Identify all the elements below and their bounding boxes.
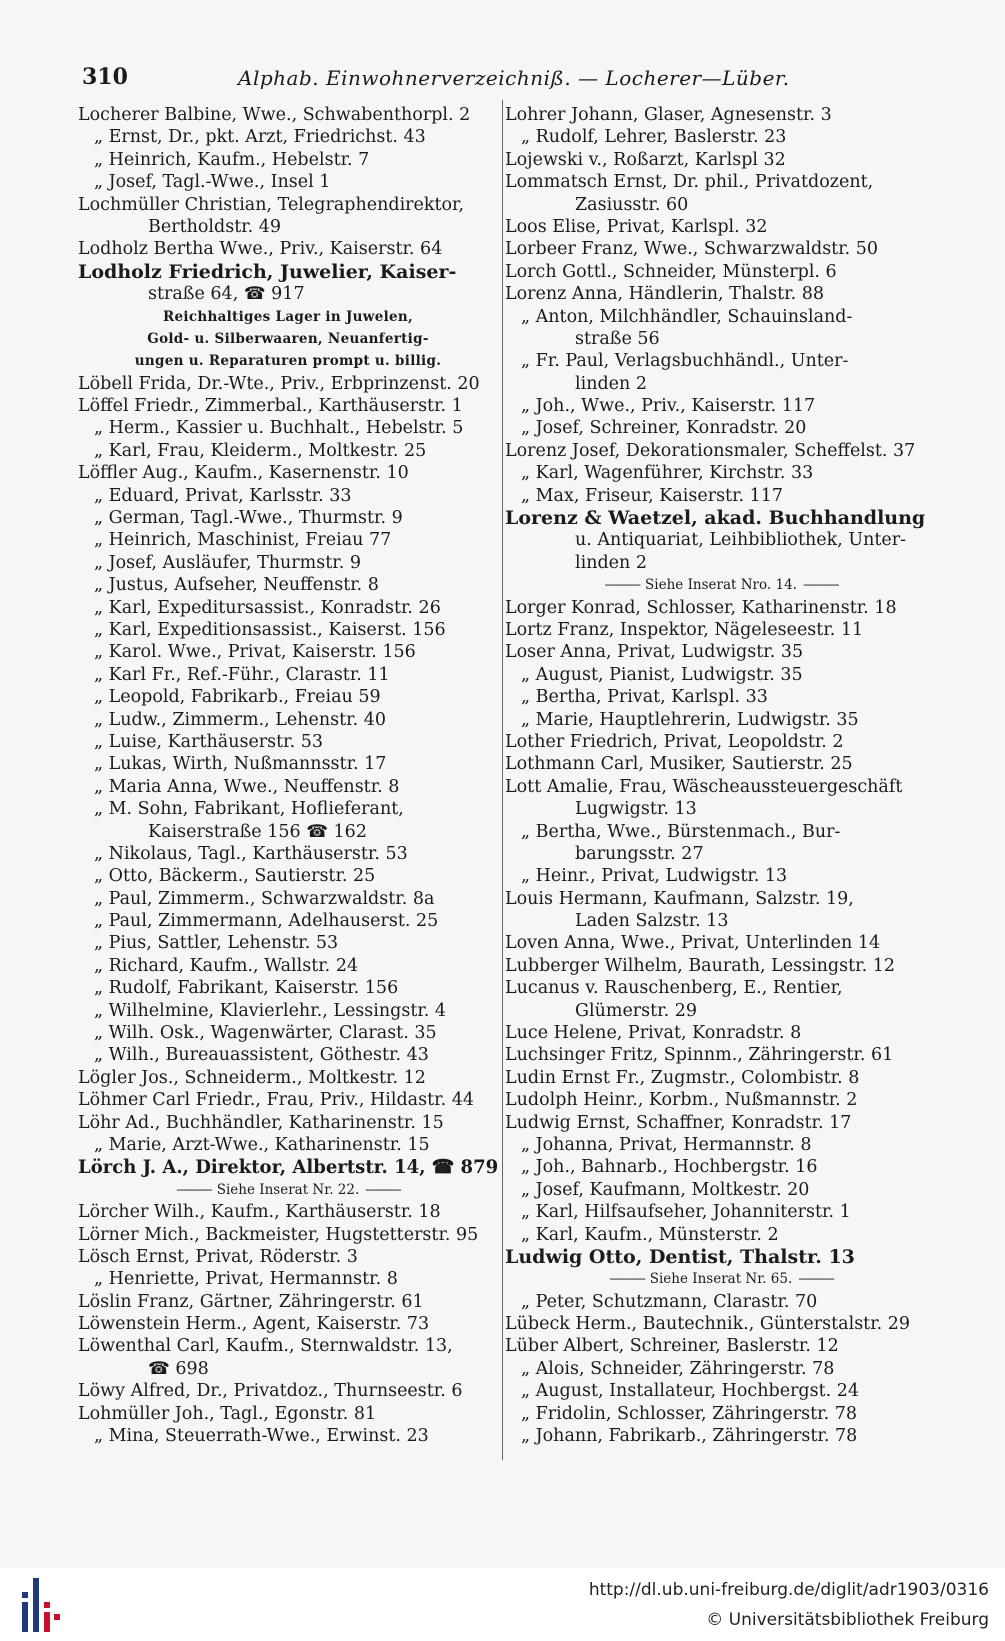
directory-entry: „ Karl, Hilfsaufseher, Johanniterstr. 1 — [521, 1202, 851, 1223]
directory-entry: Lortz Franz, Inspektor, Nägeleseestr. 11 — [505, 619, 864, 640]
directory-entry: „ Ernst, Dr., pkt. Arzt, Friedrichst. 43 — [94, 127, 426, 148]
directory-entry: Löhmer Carl Friedr., Frau, Priv., Hildastr. 44 — [78, 1090, 474, 1111]
directory-entry: Lother Friedrich, Privat, Leopoldstr. 2 — [505, 731, 844, 752]
directory-entry: Lörner Mich., Backmeister, Hugstetterstr. 95 — [78, 1224, 479, 1245]
directory-entry: Ludolph Heinr., Korbm., Nußmannstr. 2 — [505, 1090, 858, 1111]
directory-entry: „ Wilh. Osk., Wagenwärter, Clarast. 35 — [94, 1023, 437, 1044]
directory-entry: Ludin Ernst Fr., Zugmstr., Colombistr. 8 — [505, 1067, 860, 1088]
directory-entry: Lorenz & Waetzel, akad. Buchhandlung — [505, 507, 926, 530]
directory-entry: Lorenz Josef, Dekorationsmaler, Scheffelst. 37 — [505, 440, 916, 461]
directory-entry: „ Nikolaus, Tagl., Karthäuserstr. 53 — [94, 843, 408, 864]
directory-entry: Laden Salzstr. 13 — [575, 911, 729, 932]
directory-entry: Lott Amalie, Frau, Wäscheaussteuergeschäft — [505, 776, 903, 797]
page-header — [78, 60, 938, 94]
directory-entry: „ Karl, Expeditursassist., Konradstr. 26 — [94, 597, 441, 618]
directory-entry: Löwy Alfred, Dr., Privatdoz., Thurnseestr. 6 — [78, 1381, 463, 1402]
directory-entry: „ Rudolf, Fabrikant, Kaiserstr. 156 — [94, 978, 399, 999]
directory-entry: „ Josef, Schreiner, Konradstr. 20 — [521, 418, 807, 439]
directory-entry: Löffel Friedr., Zimmerbal., Karthäuserstr. 1 — [78, 396, 463, 417]
directory-entry: Lugwigstr. 13 — [575, 799, 697, 820]
directory-entry: „ Henriette, Privat, Hermannstr. 8 — [94, 1269, 398, 1290]
directory-entry: Kaiserstraße 156 ☎ 162 — [148, 821, 367, 842]
directory-entry: „ August, Pianist, Ludwigstr. 35 — [521, 664, 803, 685]
directory-entry: „ Karol. Wwe., Privat, Kaiserstr. 156 — [94, 642, 416, 663]
directory-entry: „ Wilhelmine, Klavierlehr., Lessingstr. 4 — [94, 1000, 447, 1021]
directory-entry: „ German, Tagl.-Wwe., Thurmstr. 9 — [94, 508, 403, 529]
directory-entry: „ Rudolf, Lehrer, Baslerstr. 23 — [521, 127, 787, 148]
advert-reference: ——— Siehe Inserat Nr. 22. ——— — [78, 1179, 498, 1201]
directory-entry: Löbell Frida, Dr.-Wte., Priv., Erbprinzenst. 20 — [78, 373, 480, 394]
directory-entry: „ Leopold, Fabrikarb., Freiau 59 — [94, 687, 381, 708]
directory-entry: Lorenz Anna, Händlerin, Thalstr. 88 — [505, 284, 824, 305]
advert-reference: ——— Siehe Inserat Nro. 14. ——— — [505, 574, 937, 596]
directory-entry: Glümerstr. 29 — [575, 1000, 698, 1021]
directory-entry: „ Heinr., Privat, Ludwigstr. 13 — [521, 866, 788, 887]
directory-entry: u. Antiquariat, Leihbibliothek, Unter- — [575, 530, 907, 551]
advert-reference: ——— Siehe Inserat Nr. 65. ——— — [505, 1268, 937, 1290]
directory-entry: „ Fridolin, Schlosser, Zähringerstr. 78 — [521, 1403, 858, 1424]
running-title: Alphab. Einwohnerverzeichniß. — Locherer—Lüber. — [238, 66, 790, 90]
footer-bar — [0, 1568, 1005, 1641]
directory-entry: „ Johanna, Privat, Hermannstr. 8 — [521, 1134, 812, 1155]
directory-entry: „ Heinrich, Kaufm., Hebelstr. 7 — [94, 149, 370, 170]
directory-entry: „ Max, Friseur, Kaiserstr. 117 — [521, 485, 784, 506]
directory-entry: „ Mina, Steuerrath-Wwe., Erwinst. 23 — [94, 1426, 429, 1447]
directory-entry: Lodholz Friedrich, Juwelier, Kaiser- — [78, 260, 457, 283]
directory-entry: „ Ludw., Zimmerm., Lehenstr. 40 — [94, 709, 386, 730]
directory-entry: Lörch J. A., Direktor, Albertstr. 14, ☎ 879 — [78, 1156, 499, 1179]
directory-entry: „ Herm., Kassier u. Buchhalt., Hebelstr. 5 — [94, 418, 464, 439]
directory-entry: straße 56 — [575, 328, 660, 349]
directory-entry: Zasiusstr. 60 — [575, 194, 689, 215]
directory-entry: barungsstr. 27 — [575, 843, 704, 864]
directory-entry: Louis Hermann, Kaufmann, Salzstr. 19, — [505, 888, 854, 909]
directory-entry: „ Luise, Karthäuserstr. 53 — [94, 731, 324, 752]
directory-entry: „ Josef, Ausläufer, Thurmstr. 9 — [94, 552, 361, 573]
directory-entry: ☎ 698 — [148, 1358, 209, 1379]
directory-entry: „ Karl, Expeditionsassist., Kaiserst. 156 — [94, 619, 446, 640]
directory-entry: Locherer Balbine, Wwe., Schwabenthorpl. 2 — [78, 105, 471, 125]
directory-entry: Lüber Albert, Schreiner, Baslerstr. 12 — [505, 1336, 839, 1357]
directory-entry: Lösch Ernst, Privat, Röderstr. 3 — [78, 1246, 358, 1267]
directory-entry: „ Bertha, Wwe., Bürstenmach., Bur- — [521, 821, 841, 842]
directory-entry: Lübeck Herm., Bautechnik., Günterstalstr. 29 — [505, 1314, 911, 1335]
directory-entry: linden 2 — [575, 552, 647, 573]
directory-entry: „ Joh., Bahnarb., Hochbergstr. 16 — [521, 1157, 818, 1178]
advertisement-text: ungen u. Reparaturen prompt u. billig. — [134, 353, 442, 370]
directory-entry: „ Josef, Tagl.-Wwe., Insel 1 — [94, 172, 331, 193]
directory-entry: „ Karl, Frau, Kleiderm., Moltkestr. 25 — [94, 440, 427, 461]
directory-entry: Lorger Konrad, Schlosser, Katharinenstr. 18 — [505, 597, 897, 618]
left-column — [78, 104, 498, 1447]
directory-entry: Ludwig Ernst, Schaffner, Konradstr. 17 — [505, 1112, 852, 1133]
directory-entry: „ Karl Fr., Ref.-Führ., Clarastr. 11 — [94, 664, 390, 685]
directory-entry: Löwenstein Herm., Agent, Kaiserstr. 73 — [78, 1314, 430, 1335]
directory-entry: „ Heinrich, Maschinist, Freiau 77 — [94, 530, 392, 551]
copyright-notice: © Universitätsbibliothek Freiburg — [706, 1610, 989, 1630]
directory-entry: linden 2 — [575, 373, 647, 394]
directory-entry: „ Wilh., Bureauassistent, Göthestr. 43 — [94, 1045, 429, 1066]
directory-entry: Lochmüller Christian, Telegraphendirektor, — [78, 194, 465, 215]
directory-entry: „ Lukas, Wirth, Nußmannsstr. 17 — [94, 754, 387, 775]
directory-entry: „ Justus, Aufseher, Neuffenstr. 8 — [94, 575, 379, 596]
directory-entry: „ Pius, Sattler, Lehenstr. 53 — [94, 933, 339, 954]
directory-entry: „ August, Installateur, Hochbergst. 24 — [521, 1381, 860, 1402]
directory-entry: „ Marie, Hauptlehrerin, Ludwigstr. 35 — [521, 709, 859, 730]
directory-entry: Bertholdstr. 49 — [148, 216, 282, 237]
directory-entry: „ Bertha, Privat, Karlspl. 33 — [521, 687, 768, 708]
directory-entry: Lojewski v., Roßarzt, Karlspl 32 — [505, 149, 786, 170]
directory-entry: straße 64, ☎ 917 — [148, 284, 305, 305]
directory-entry: Löhr Ad., Buchhändler, Katharinenstr. 15 — [78, 1112, 444, 1133]
directory-entry: „ Paul, Zimmerm., Schwarzwaldstr. 8a — [94, 888, 435, 909]
directory-entry: Lörcher Wilh., Kaufm., Karthäuserstr. 18 — [78, 1202, 441, 1223]
directory-entry: „ Alois, Schneider, Zähringerstr. 78 — [521, 1358, 835, 1379]
directory-entry: Lodholz Bertha Wwe., Priv., Kaiserstr. 64 — [78, 239, 443, 260]
directory-entry: Luce Helene, Privat, Konradstr. 8 — [505, 1023, 802, 1044]
directory-entry: Lucanus v. Rauschenberg, E., Rentier, — [505, 978, 843, 999]
ub-freiburg-logo-icon — [22, 1578, 60, 1632]
directory-entry: Lothmann Carl, Musiker, Sautierstr. 25 — [505, 754, 853, 775]
directory-entry: „ Eduard, Privat, Karlsstr. 33 — [94, 485, 352, 506]
advertisement-text: Reichhaltiges Lager in Juwelen, — [162, 308, 414, 325]
directory-entry: „ Peter, Schutzmann, Clarastr. 70 — [521, 1291, 818, 1312]
directory-entry: Lohrer Johann, Glaser, Agnesenstr. 3 — [505, 105, 832, 125]
directory-entry: „ Richard, Kaufm., Wallstr. 24 — [94, 955, 359, 976]
directory-entry: Lögler Jos., Schneiderm., Moltkestr. 12 — [78, 1067, 426, 1088]
directory-entry: Lorbeer Franz, Wwe., Schwarzwaldstr. 50 — [505, 239, 879, 260]
directory-entry: „ Fr. Paul, Verlagsbuchhändl., Unter- — [521, 351, 849, 372]
right-column — [505, 104, 937, 1447]
directory-entry: Loos Elise, Privat, Karlspl. 32 — [505, 216, 768, 237]
directory-entry: „ Karl, Kaufm., Münsterstr. 2 — [521, 1224, 779, 1245]
directory-entry: Lommatsch Ernst, Dr. phil., Privatdozent, — [505, 172, 874, 193]
directory-entry: Löffler Aug., Kaufm., Kasernenstr. 10 — [78, 463, 409, 484]
column-divider — [502, 100, 503, 1460]
directory-entry: Lohmüller Joh., Tagl., Egonstr. 81 — [78, 1403, 377, 1424]
directory-entry: „ Johann, Fabrikarb., Zähringerstr. 78 — [521, 1426, 858, 1447]
directory-entry: Loser Anna, Privat, Ludwigstr. 35 — [505, 642, 804, 663]
source-url-link[interactable]: http://dl.ub.uni-freiburg.de/diglit/adr1903/0316 — [588, 1580, 989, 1600]
directory-entry: Luchsinger Fritz, Spinnm., Zähringerstr. 61 — [505, 1045, 894, 1066]
advertisement-text: Gold- u. Silberwaaren, Neuanfertig- — [147, 330, 429, 347]
directory-entry: „ Karl, Wagenführer, Kirchstr. 33 — [521, 463, 814, 484]
page-number: 310 — [82, 64, 128, 90]
directory-entry: Löslin Franz, Gärtner, Zähringerstr. 61 — [78, 1291, 424, 1312]
directory-entry: Löwenthal Carl, Kaufm., Sternwaldstr. 13, — [78, 1336, 453, 1357]
directory-entry: Ludwig Otto, Dentist, Thalstr. 13 — [505, 1245, 855, 1268]
directory-entry: Lubberger Wilhelm, Baurath, Lessingstr. 12 — [505, 955, 895, 976]
directory-entry: „ Anton, Milchhändler, Schauinsland- — [521, 306, 853, 327]
directory-entry: „ Paul, Zimmermann, Adelhauserst. 25 — [94, 911, 439, 932]
directory-entry: Lorch Gottl., Schneider, Münsterpl. 6 — [505, 261, 837, 282]
directory-entry: „ Josef, Kaufmann, Moltkestr. 20 — [521, 1179, 810, 1200]
directory-entry: „ Maria Anna, Wwe., Neuffenstr. 8 — [94, 776, 400, 797]
directory-entry: „ Otto, Bäckerm., Sautierstr. 25 — [94, 866, 376, 887]
directory-entry: „ Marie, Arzt-Wwe., Katharinenstr. 15 — [94, 1134, 430, 1155]
directory-entry: Loven Anna, Wwe., Privat, Unterlinden 14 — [505, 933, 881, 954]
directory-entry: „ Joh., Wwe., Priv., Kaiserstr. 117 — [521, 396, 816, 417]
directory-entry: „ M. Sohn, Fabrikant, Hoflieferant, — [94, 799, 404, 820]
